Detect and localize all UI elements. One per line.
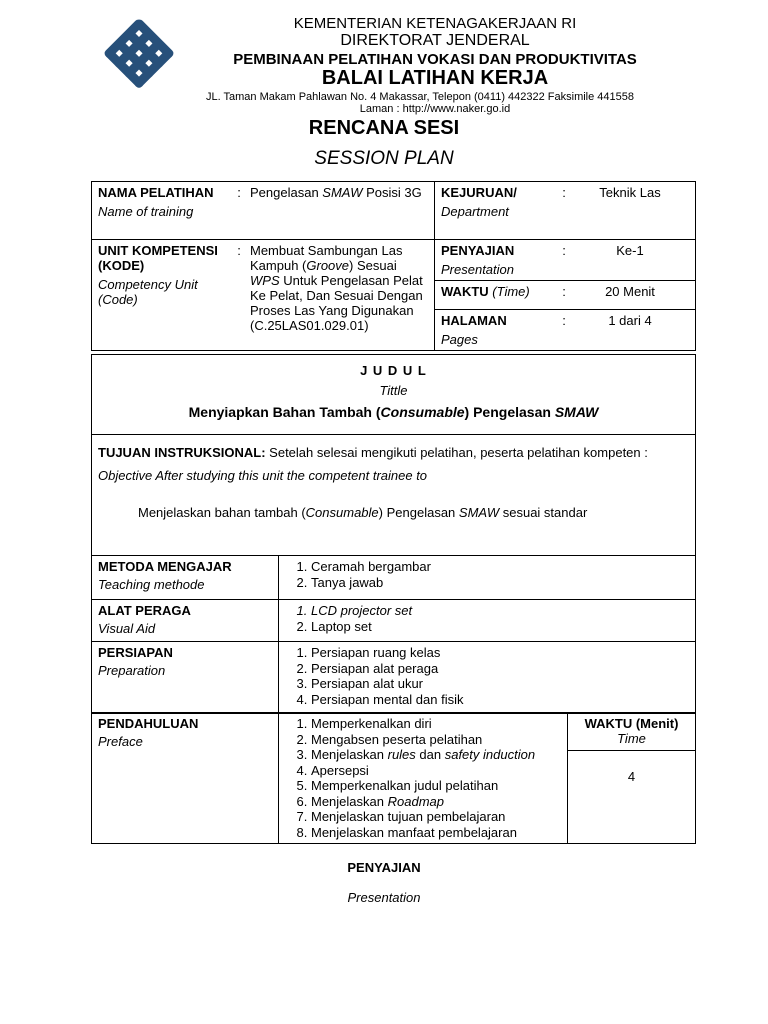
content-table (91, 354, 696, 556)
objective-en: Objective After studying this unit the competent trainee to (98, 468, 428, 483)
pages-en: Pages (441, 332, 478, 347)
department-en: Department (441, 204, 509, 219)
ministry-logo (94, 16, 184, 92)
time-en: (Time) (492, 284, 530, 299)
training-name-value: Pengelasan SMAW Posisi 3G (250, 185, 422, 200)
training-name-label: NAMA PELATIHAN (98, 185, 214, 200)
preparation-label-cell (92, 642, 279, 714)
pages-value: 1 dari 4 (608, 313, 652, 328)
presentation-cell: PENYAJIAN Presentation : Ke-1 (435, 240, 696, 281)
ministry-name: KEMENTERIAN KETENAGAKERJAAN RI (293, 15, 577, 32)
document-title: RENCANA SESI (308, 117, 460, 139)
methods-table (91, 555, 696, 714)
division-name: PEMBINAAN PELATIHAN VOKASI DAN PRODUKTIVITAS (233, 51, 637, 68)
website: Laman : http://www.naker.go.id (359, 103, 511, 115)
department-cell: KEJURUAN/ Department : Teknik Las (435, 182, 696, 240)
preface-label: PENDAHULUAN (98, 716, 199, 731)
preface-label-cell (92, 713, 279, 844)
presentation-en: Presentation (441, 262, 514, 277)
presentation-heading-en: Presentation (347, 890, 421, 905)
teaching-method-label-cell (92, 556, 279, 600)
time-cell: WAKTU (Time) : 20 Menit (435, 281, 696, 310)
preparation-list: 1. Persiapan ruang kelas 2. Persiapan alat peraga 3. Persiapan alat ukur 4. Persiapan mental dan fisik (279, 642, 696, 714)
presentation-value: Ke-1 (616, 243, 644, 258)
presentation-heading: PENYAJIAN (347, 860, 421, 875)
title-en: Tittle (379, 383, 408, 398)
department-label: KEJURUAN/ (441, 185, 517, 200)
department-value: Teknik Las (599, 185, 661, 200)
training-name-en: Name of training (98, 204, 194, 219)
title-cell (92, 355, 696, 435)
institution-name: BALAI LATIHAN KERJA (321, 67, 549, 89)
competency-unit-label: UNIT KOMPETENSI (KODE) (98, 243, 218, 273)
address: JL. Taman Makam Pahlawan No. 4 Makassar, Telepon (0411) 442322 Faksimile 441558 (205, 91, 635, 103)
competency-unit-value: Membuat Sambungan Las Kampuh (Groove) Sesuai WPS Untuk Pengelasan Pelat Ke Pelat, Dan Sesuai Dengan Proses Las Yang Digunakan (C.25LAS01.029.01) (250, 243, 423, 333)
preface-time-label: WAKTU (Menit) (584, 716, 679, 731)
preface-list: 1. Memperkenalkan diri 2. Mengabsen peserta pelatihan 3. Menjelaskan rules dan safety induction 4. Apersepsi 5. Memperkenalkan judul pelatihan 6. Menjelaskan Roadmap 7. Menjelaskan tujuan pembelajaran 8. Menjelaskan manfaat pembelajaran (279, 713, 568, 844)
presentation-label: PENYAJIAN (441, 243, 515, 258)
preface-en: Preface (98, 734, 143, 749)
pages-label: HALAMAN (441, 313, 507, 328)
document-subtitle: SESSION PLAN (314, 148, 454, 169)
teaching-method-list: 1. Ceramah bergambar 2. Tanya jawab (279, 556, 696, 600)
visual-aid-list: 1. LCD projector set 2. Laptop set (279, 600, 696, 642)
time-label: WAKTU (441, 284, 489, 299)
preface-time-en: Time (617, 731, 646, 746)
competency-unit-cell: UNIT KOMPETENSI (KODE) Competency Unit (Code) : Membuat Sambungan Las Kampuh (Groove) Sesuai WPS Untuk Pengelasan Pelat Ke Pelat, Dan Sesuai Dengan Proses Las Yang Digunakan (C.25LAS01.029.01) (92, 240, 435, 351)
directorate-name: DIREKTORAT JENDERAL (340, 32, 530, 49)
objective-text: TUJUAN INSTRUKSIONAL: Setelah selesai mengikuti pelatihan, peserta pelatihan kompeten : (98, 445, 648, 460)
lesson-title: Menyiapkan Bahan Tambah (Consumable) Pengelasan SMAW (188, 404, 599, 420)
visual-aid-en: Visual Aid (98, 621, 156, 636)
preparation-en: Preparation (98, 663, 166, 678)
info-table (91, 181, 696, 351)
objective-cell (92, 435, 696, 556)
preface-table (91, 712, 696, 844)
preface-time-header (568, 713, 696, 751)
teaching-method-label: METODA MENGAJAR (98, 559, 232, 574)
preface-time-value: 4 (568, 750, 696, 843)
visual-aid-label-cell (92, 600, 279, 642)
preparation-label: PERSIAPAN (98, 645, 173, 660)
pages-cell: HALAMAN Pages : 1 dari 4 (435, 310, 696, 351)
objective-item: Menjelaskan bahan tambah (Consumable) Pengelasan SMAW sesuai standar (138, 505, 588, 520)
teaching-method-en: Teaching methode (98, 577, 205, 592)
visual-aid-label: ALAT PERAGA (98, 603, 191, 618)
title-label: J U D U L (360, 363, 427, 378)
competency-unit-en: Competency Unit (Code) (98, 277, 198, 307)
training-name-cell: NAMA PELATIHAN Name of training : Pengelasan SMAW Posisi 3G (92, 182, 435, 240)
time-value: 20 Menit (605, 284, 655, 299)
